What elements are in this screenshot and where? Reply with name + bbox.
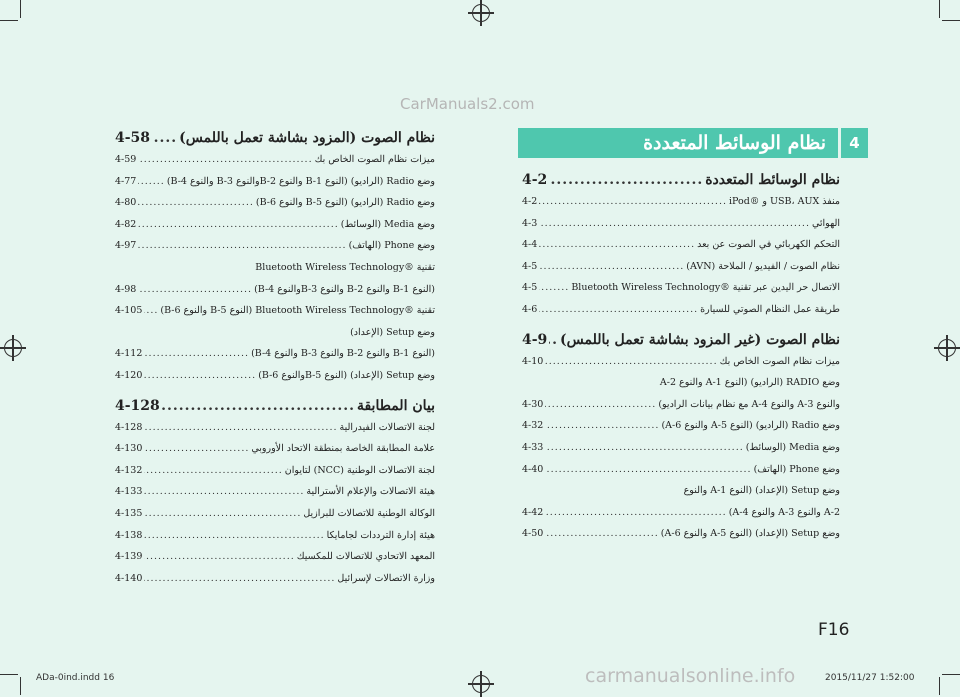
toc-entry-text: نظام الصوت / الفيديو / الملاحة (AVN) bbox=[686, 260, 840, 272]
toc-entry bbox=[522, 507, 840, 521]
toc-page-number: 4-33 bbox=[522, 442, 544, 453]
toc-leader-dots bbox=[545, 442, 743, 453]
toc-entry bbox=[115, 422, 435, 436]
toc-entry bbox=[115, 348, 435, 362]
toc-entry-text: طريقة عمل النظام الصوتي للسيارة bbox=[700, 304, 840, 315]
toc-leader-dots bbox=[138, 197, 254, 208]
toc-leader-dots bbox=[138, 284, 252, 295]
crop-mark bbox=[939, 677, 940, 695]
toc-entry-text: منفذ USB، AUX و ®iPod bbox=[729, 196, 840, 207]
toc-page-number: 4-130 bbox=[115, 443, 143, 455]
toc-leader-dots bbox=[549, 172, 703, 188]
toc-page-number: 4-128 bbox=[115, 421, 143, 433]
toc-leader-dots bbox=[539, 239, 695, 250]
toc-leader-dots bbox=[144, 530, 324, 541]
toc-page-number: 4-32 bbox=[522, 420, 544, 432]
toc-entry-text: تقنية ®Bluetooth Wireless Technology bbox=[255, 262, 435, 273]
toc-entry-text: وضع Phone (الهاتف) bbox=[348, 240, 435, 252]
toc-leader-dots bbox=[144, 508, 301, 519]
toc-entry-text: بيان المطابقة bbox=[356, 397, 435, 414]
toc-entry bbox=[115, 573, 435, 587]
toc-entry-text: الهوائي bbox=[811, 217, 840, 229]
toc-page-number: 4-120 bbox=[115, 370, 143, 381]
toc-entry-text: المعهد الاتحادي للاتصالات للمكسيك bbox=[296, 551, 435, 563]
toc-page-number: 4-50 bbox=[522, 528, 544, 540]
toc-entry bbox=[522, 304, 840, 318]
toc-entry bbox=[115, 486, 435, 500]
toc-entry bbox=[115, 551, 435, 565]
toc-page-number: 4-80 bbox=[115, 197, 137, 209]
toc-entry-text: هيئة إدارة الترددات لجامايكا bbox=[326, 529, 435, 541]
toc-page-number: 4-128 bbox=[115, 397, 160, 414]
toc-entry-text: (النوع B-1 والنوع B-2 والنوع B-3 والنوع B-4) bbox=[251, 348, 435, 360]
toc-page-number: 4-112 bbox=[115, 348, 143, 360]
toc-page-number: 4-59 bbox=[115, 154, 137, 165]
toc-entry-text: ميزات نظام الصوت الخاص بك bbox=[314, 154, 435, 165]
chapter-title: نظام الوسائط المتعددة bbox=[518, 128, 838, 158]
toc-entry-text: علامة المطابقة الخاصة بمنطقة الاتحاد الأوروبي bbox=[251, 443, 435, 455]
toc-entry bbox=[115, 327, 435, 341]
toc-page-number: 4-140 bbox=[115, 572, 143, 584]
toc-page-number: 4-4 bbox=[522, 239, 538, 251]
registration-mark-icon bbox=[472, 4, 490, 22]
toc-entry bbox=[115, 443, 435, 457]
toc-page-number: 4-40 bbox=[522, 463, 544, 475]
toc-entry-text: وزارة الاتصالات لإسرائيل bbox=[337, 572, 435, 584]
toc-leader-dots bbox=[144, 551, 294, 562]
toc-leader-dots bbox=[138, 219, 338, 230]
footer-file: ADa-0ind.indd 16 bbox=[36, 673, 115, 683]
toc-entry bbox=[115, 284, 435, 298]
toc-leader-dots bbox=[144, 422, 337, 433]
toc-entry bbox=[115, 530, 435, 544]
toc-entry-text: التحكم الكهربائي في الصوت عن بعد bbox=[697, 239, 840, 251]
toc-entry bbox=[115, 219, 435, 233]
toc-entry bbox=[522, 528, 840, 542]
toc-entry bbox=[522, 282, 840, 296]
toc-entry bbox=[522, 239, 840, 253]
toc-entry bbox=[115, 176, 435, 190]
toc-entry bbox=[522, 218, 840, 232]
toc-entry bbox=[115, 240, 435, 254]
toc-leader-dots bbox=[138, 240, 346, 251]
toc-entry-text: وضع Phone (الهاتف) bbox=[753, 463, 840, 475]
toc-page-number: 4-10 bbox=[522, 355, 544, 367]
toc-section-heading bbox=[115, 130, 435, 144]
toc-page-number: 4-3 bbox=[522, 217, 538, 229]
toc-entry-text: (النوع B-1 والنوع B-2 والنوع B-3والنوع B-4) bbox=[254, 283, 435, 295]
toc-entry-text: الاتصال حر اليدين عبر تقنية ®Bluetooth Wireless Technology bbox=[571, 282, 840, 294]
toc-entry bbox=[522, 196, 840, 210]
toc-page-number: 4-139 bbox=[115, 551, 143, 563]
toc-entry-text: وضع Setup (الإعداد) (النوع B-5والنوع B-6) bbox=[258, 370, 435, 381]
toc-entry-text: وضع Setup (الإعداد) (النوع A-1 والنوع bbox=[683, 485, 840, 497]
chapter-number: 4 bbox=[841, 128, 868, 158]
registration-mark-icon bbox=[938, 339, 956, 357]
toc-leader-dots bbox=[539, 282, 569, 293]
toc-entry-text: وضع Setup (الإعداد) (النوع A-5 والنوع A-6) bbox=[660, 528, 840, 540]
registration-mark-icon bbox=[472, 675, 490, 693]
toc-leader-dots bbox=[545, 528, 658, 539]
toc-page-number: 4-2 bbox=[522, 172, 548, 188]
toc-page-number: 4-97 bbox=[115, 240, 137, 252]
toc-page-number: 4-42 bbox=[522, 506, 544, 518]
toc-entry-text: تقنية ®Bluetooth Wireless Technology (النوع B-5 والنوع B-6) bbox=[160, 305, 435, 317]
toc-page-number: 4-82 bbox=[115, 218, 137, 230]
toc-entry-text: وضع Radio (الراديو) (النوع A-5 والنوع A-6) bbox=[661, 420, 840, 432]
toc-leader-dots bbox=[549, 332, 558, 348]
toc-entry bbox=[522, 464, 840, 478]
toc-leader-dots bbox=[539, 196, 727, 207]
toc-entry-text: نظام الصوت (غير المزود بشاشة تعمل باللمس) bbox=[560, 331, 840, 348]
toc-entry-text: وضع Radio (الراديو) (النوع B-5 والنوع B-6) bbox=[255, 197, 435, 209]
toc-leader-dots bbox=[144, 305, 158, 316]
toc-page-number: 4-30 bbox=[522, 398, 544, 410]
toc-leader-dots bbox=[545, 420, 659, 431]
toc-leader-dots bbox=[144, 370, 256, 381]
toc-page-number: 4-9 bbox=[522, 331, 548, 348]
toc-section-heading bbox=[522, 332, 840, 346]
toc-entry-text: وضع Media (الوسائط) bbox=[340, 218, 435, 230]
crop-mark bbox=[20, 677, 21, 695]
toc-leader-dots bbox=[545, 464, 751, 475]
registration-mark-icon bbox=[4, 339, 22, 357]
crop-mark bbox=[942, 20, 960, 21]
toc-entry bbox=[115, 154, 435, 168]
toc-section-heading bbox=[522, 172, 840, 186]
toc-entry-text: وضع Setup (الإعداد) bbox=[350, 326, 435, 338]
toc-entry-text: وضع Radio (الراديو) (النوع B-1 والنوع B-2والنوع B-3 والنوع B-4) bbox=[166, 175, 435, 187]
toc-page-number: 4-133 bbox=[115, 486, 143, 498]
footer-date: 2015/11/27 1:52:00 bbox=[825, 673, 915, 683]
toc-page-number: 4-105 bbox=[115, 305, 143, 317]
toc-leader-dots bbox=[138, 154, 312, 165]
toc-entry-text: ميزات نظام الصوت الخاص بك bbox=[719, 355, 840, 367]
watermark: CarManuals2.com bbox=[400, 95, 535, 113]
toc-leader-dots bbox=[545, 356, 717, 367]
toc-page-number: 4-138 bbox=[115, 529, 143, 541]
toc-entry-text: هيئة الاتصالات والإعلام الأسترالية bbox=[306, 486, 435, 498]
crop-mark bbox=[0, 674, 18, 675]
toc-leader-dots bbox=[539, 218, 810, 229]
toc-leader-dots bbox=[144, 465, 282, 476]
toc-entry bbox=[522, 356, 840, 370]
toc-left-column bbox=[115, 130, 435, 590]
toc-page-number: 4-5 bbox=[522, 260, 538, 272]
toc-entry bbox=[115, 305, 435, 319]
crop-mark bbox=[0, 20, 18, 21]
crop-mark bbox=[939, 0, 940, 18]
toc-entry bbox=[522, 420, 840, 434]
toc-entry bbox=[522, 399, 840, 413]
toc-leader-dots bbox=[539, 261, 684, 272]
toc-entry bbox=[522, 442, 840, 456]
toc-entry-text: لجنة الاتصالات الوطنية (NCC) لتايوان bbox=[284, 464, 435, 476]
toc-leader-dots bbox=[144, 348, 249, 359]
toc-leader-dots bbox=[152, 130, 177, 146]
toc-entry bbox=[522, 377, 840, 391]
toc-entry bbox=[115, 370, 435, 384]
toc-entry bbox=[115, 262, 435, 276]
toc-entry bbox=[115, 197, 435, 211]
toc-entry-text: الوكالة الوطنية للاتصالات للبرازيل bbox=[303, 508, 435, 519]
toc-leader-dots bbox=[545, 507, 726, 518]
toc-leader-dots bbox=[539, 304, 698, 315]
toc-right-column bbox=[522, 172, 840, 540]
toc-entry-text: لجنة الاتصالات الفيدرالية bbox=[339, 421, 435, 433]
toc-leader-dots bbox=[545, 399, 656, 410]
toc-page-number: 4-6 bbox=[522, 304, 538, 315]
toc-page-number: 4-98 bbox=[115, 283, 137, 295]
toc-page-number: 4-58 bbox=[115, 130, 151, 146]
watermark-bottom: carmanualsonline.info bbox=[585, 665, 796, 687]
toc-entry bbox=[115, 465, 435, 479]
toc-entry-text: نظام الوسائط المتعددة bbox=[705, 172, 840, 188]
toc-leader-dots bbox=[144, 443, 249, 454]
toc-page-number: 4-132 bbox=[115, 464, 143, 476]
toc-page-number: 4-5 bbox=[522, 282, 538, 294]
toc-entry-text: والنوع A-3 والنوع A-4 مع نظام بيانات الراديو) bbox=[658, 398, 840, 410]
toc-leader-dots bbox=[144, 573, 335, 584]
toc-entry-text: وضع Media (الوسائط) bbox=[745, 442, 840, 453]
crop-mark bbox=[942, 674, 960, 675]
crop-mark bbox=[20, 0, 21, 18]
toc-entry-text: نظام الصوت (المزود بشاشة تعمل باللمس) bbox=[179, 130, 435, 146]
toc-page-number: 4-2 bbox=[522, 196, 538, 207]
toc-leader-dots bbox=[144, 486, 304, 497]
toc-entry-text: A-2 والنوع A-3 والنوع A-4) bbox=[728, 506, 840, 518]
toc-section-heading bbox=[115, 398, 435, 412]
toc-leader-dots bbox=[138, 176, 164, 187]
toc-entry bbox=[522, 261, 840, 275]
toc-entry-text: وضع RADIO (الراديو) (النوع A-1 والنوع A-2 bbox=[659, 377, 840, 389]
toc-leader-dots bbox=[162, 398, 355, 414]
page-number: F16 bbox=[818, 620, 850, 640]
toc-entry bbox=[115, 508, 435, 522]
toc-page-number: 4-77 bbox=[115, 175, 137, 187]
toc-entry bbox=[522, 485, 840, 499]
toc-page-number: 4-135 bbox=[115, 508, 143, 519]
